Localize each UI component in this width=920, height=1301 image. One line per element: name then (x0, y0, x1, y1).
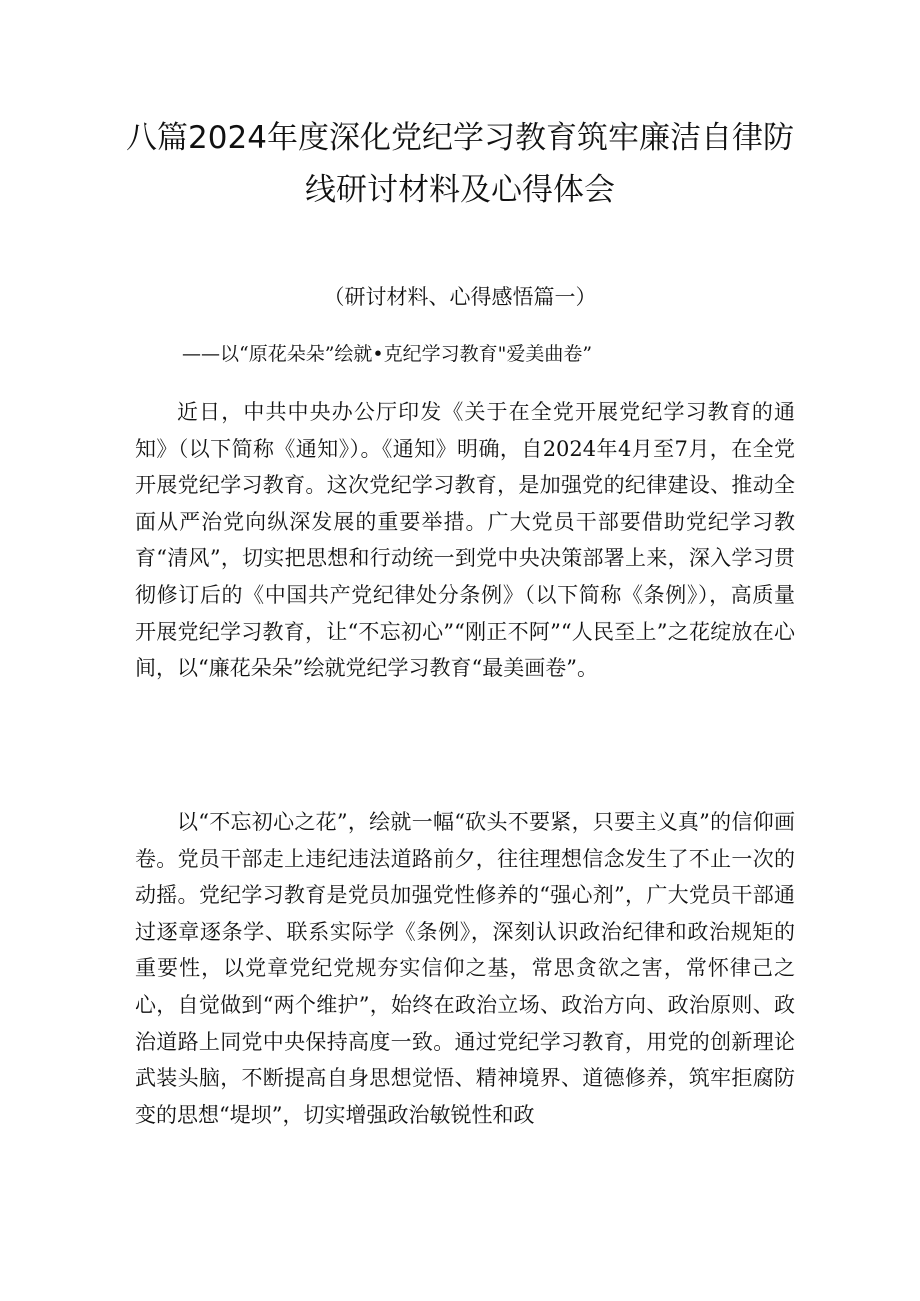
body-paragraph: 近日，中共中央办公厅印发《关于在全党开展党纪学习教育的通知》（以下简称《通知》）。《通知》明确，自2024年4月至7月，在全党开展党纪学习教育。这次党纪学习教育，是加强党的纪律建设、推动全面从严治党向纵深发展的重要举措。广大党员干部要借助党纪学习教育“清风”，切实把思想和行动统一到党中央决策部署上来，深入学习贯彻修订后的《中国共产党纪律处分条例》（以下简称《条例》），高质量开展党纪学习教育，让“不忘初心”“刚正不阿”“人民至上”之花绽放在心间，以“廉花朵朵”绘就党纪学习教育“最美画卷”。 (135, 400, 795, 681)
document-subheading: （研讨材料、心得感悟篇一） (323, 285, 597, 309)
document-title: 八篇2024年度深化党纪学习教育筑牢廉洁自律防线研讨材料及心得体会 (126, 120, 794, 208)
body-paragraph: 以“不忘初心之花”，绘就一幅“砍头不要紧，只要主义真”的信仰画卷。党员干部走上违纪违法道路前夕，往往理想信念发生了不止一次的动摇。党纪学习教育是党员加强党性修养的“强心剂”，广大党员干部通过逐章逐条学、联系实际学《条例》，深刻认识政治纪律和政治规矩的重要性，以党章党纪党规夯实信仰之基，常思贪欲之害，常怀律己之心，自觉做到“两个维护”，始终在政治立场、政治方向、政治原则、政治道路上同党中央保持高度一致。通过党纪学习教育，用党的创新理论武装头脑，不断提高自身思想觉悟、精神境界、道德修养，筑牢拒腐防变的思想“堤坝”，切实增强政治敏锐性和政 (135, 810, 795, 1127)
document-byline: ——以“原花朵朵”绘就•克纪学习教育"爱美曲卷” (182, 343, 593, 365)
